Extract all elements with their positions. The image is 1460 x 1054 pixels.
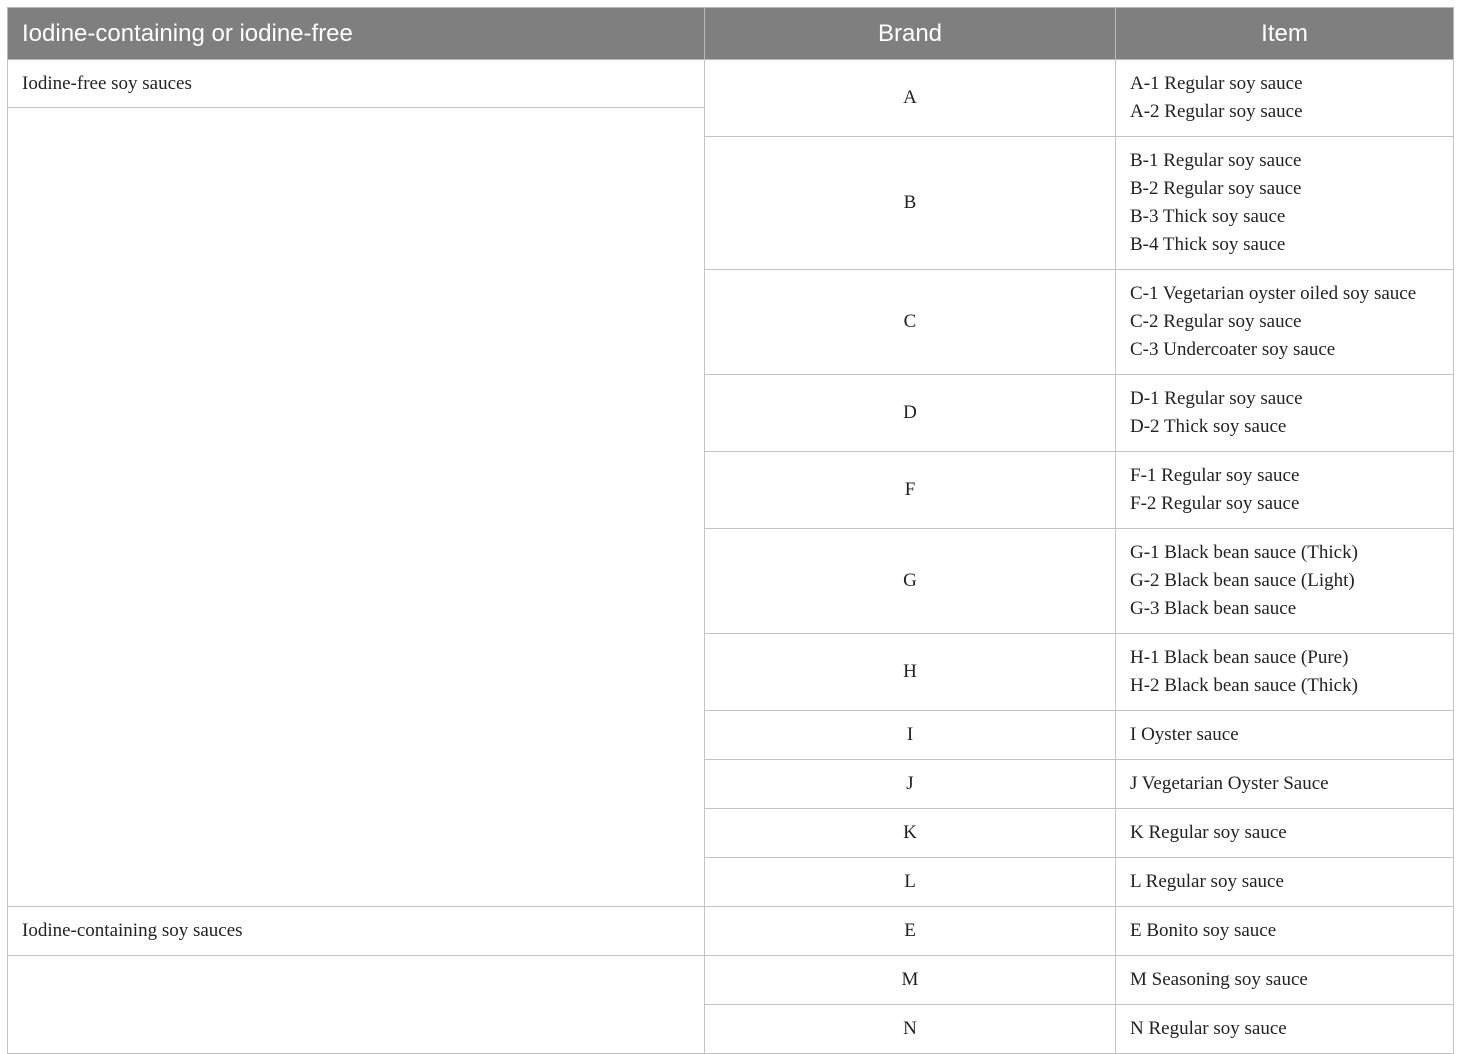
header-item: Item [1116, 8, 1454, 60]
item-line: A-1 Regular soy sauce [1130, 73, 1303, 94]
item-cell [1116, 711, 1454, 760]
brand-cell: B [705, 137, 1116, 270]
brand-cell: L [705, 858, 1116, 907]
item-cell [1116, 270, 1454, 375]
item-line: F-1 Regular soy sauce [1130, 465, 1300, 486]
item-line: E Bonito soy sauce [1130, 920, 1277, 941]
header-row [8, 8, 1454, 60]
soy-sauce-table [7, 7, 1454, 1054]
brand-cell: J [705, 760, 1116, 809]
item-line: N Regular soy sauce [1130, 1018, 1287, 1039]
item-cell [1116, 907, 1454, 956]
item-line: A-2 Regular soy sauce [1130, 101, 1303, 122]
item-line: B-3 Thick soy sauce [1130, 206, 1286, 227]
brand-cell: D [705, 375, 1116, 452]
item-line: G-3 Black bean sauce [1130, 598, 1297, 619]
item-line: C-1 Vegetarian oyster oiled soy sauce [1130, 283, 1417, 304]
category-empty-cell [8, 108, 705, 907]
item-line: B-2 Regular soy sauce [1130, 178, 1302, 199]
brand-cell: G [705, 529, 1116, 634]
category-empty-cell [8, 956, 705, 1054]
item-line: B-1 Regular soy sauce [1130, 150, 1302, 171]
item-line: I Oyster sauce [1130, 724, 1239, 745]
item-line: G-1 Black bean sauce (Thick) [1130, 542, 1358, 563]
item-cell [1116, 634, 1454, 711]
item-cell [1116, 529, 1454, 634]
item-line: D-2 Thick soy sauce [1130, 416, 1287, 437]
table-container [7, 7, 1453, 1054]
item-line: G-2 Black bean sauce (Light) [1130, 570, 1355, 591]
item-cell [1116, 760, 1454, 809]
brand-cell: M [705, 956, 1116, 1005]
item-line: B-4 Thick soy sauce [1130, 234, 1286, 255]
item-line: J Vegetarian Oyster Sauce [1130, 773, 1329, 794]
brand-cell: A [705, 60, 1116, 137]
header-brand: Brand [705, 8, 1116, 60]
brand-cell: C [705, 270, 1116, 375]
item-cell [1116, 956, 1454, 1005]
item-line: H-1 Black bean sauce (Pure) [1130, 647, 1349, 668]
item-line: H-2 Black bean sauce (Thick) [1130, 675, 1358, 696]
table-row [8, 956, 1454, 1005]
item-cell [1116, 809, 1454, 858]
item-cell [1116, 60, 1454, 137]
brand-cell: K [705, 809, 1116, 858]
brand-cell: E [705, 907, 1116, 956]
header-iodine-status: Iodine-containing or iodine-free [8, 8, 705, 60]
brand-cell: F [705, 452, 1116, 529]
item-line: L Regular soy sauce [1130, 871, 1284, 892]
table-row [8, 907, 1454, 956]
category-iodine-free: Iodine-free soy sauces [8, 60, 705, 108]
brand-cell: H [705, 634, 1116, 711]
item-line: F-2 Regular soy sauce [1130, 493, 1300, 514]
item-cell [1116, 1005, 1454, 1054]
category-iodine-containing: Iodine-containing soy sauces [8, 907, 705, 956]
item-cell [1116, 375, 1454, 452]
item-line: C-2 Regular soy sauce [1130, 311, 1302, 332]
brand-cell: N [705, 1005, 1116, 1054]
item-line: D-1 Regular soy sauce [1130, 388, 1303, 409]
item-line: K Regular soy sauce [1130, 822, 1287, 843]
item-line: C-3 Undercoater soy sauce [1130, 339, 1336, 360]
item-cell [1116, 858, 1454, 907]
item-cell [1116, 137, 1454, 270]
item-line: M Seasoning soy sauce [1130, 969, 1308, 990]
table-row [8, 60, 1454, 108]
brand-cell: I [705, 711, 1116, 760]
item-cell [1116, 452, 1454, 529]
